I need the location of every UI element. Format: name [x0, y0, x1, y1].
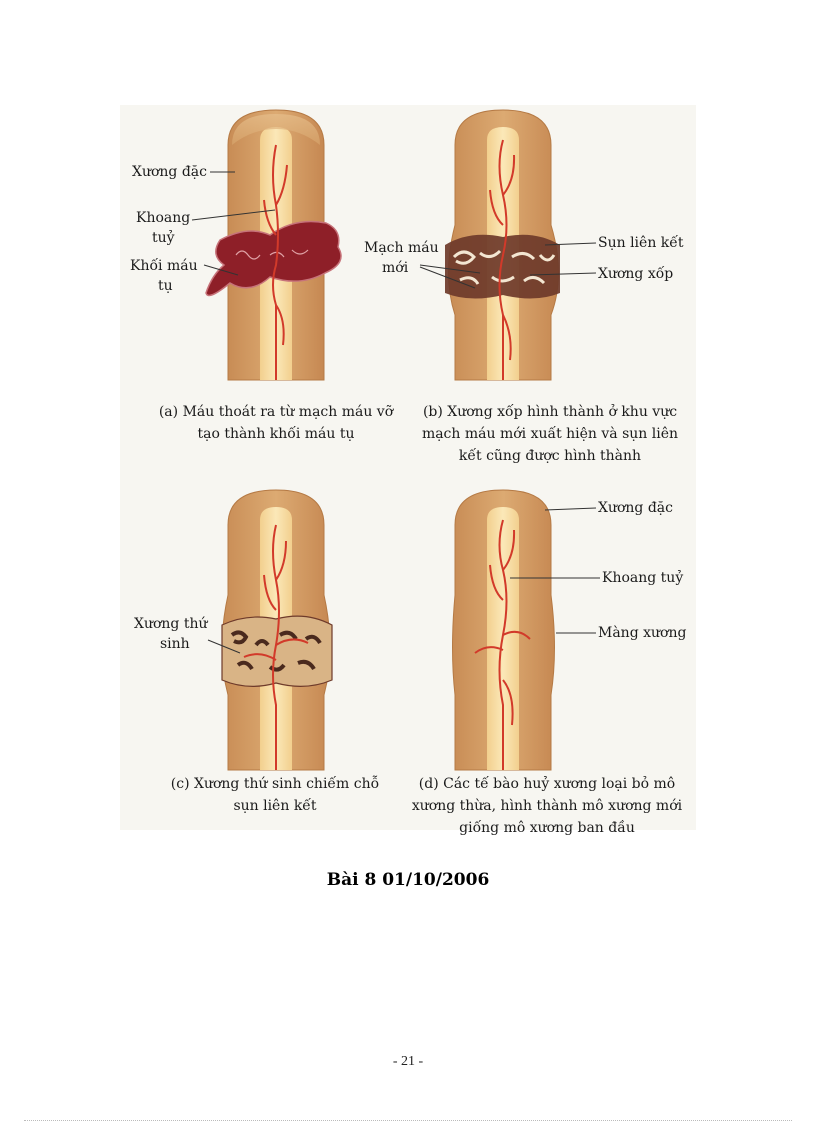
caption-d-line3: giống mô xương ban đầu	[459, 820, 635, 836]
panel-b-illustration	[420, 110, 596, 380]
caption-b-line3: kết cũng được hình thành	[458, 448, 642, 464]
label-hematoma-line1: Khối máu	[130, 258, 198, 274]
caption-a-line1: (a) Máu thoát ra từ mạch máu vỡ	[158, 404, 394, 420]
caption-d-line1: (d) Các tế bào huỷ xương loại bỏ mô	[418, 776, 676, 792]
panel-a-illustration	[192, 110, 341, 380]
caption-c-line1: (c) Xương thứ sinh chiếm chỗ	[170, 776, 380, 792]
caption-b	[410, 401, 690, 467]
caption-b-line2: mạch máu mới xuất hiện và sụn liên	[421, 426, 679, 442]
label-secondary-bone-line1: Xương thứ	[134, 616, 208, 632]
label-compact-bone-d: Xương đặc	[598, 500, 673, 516]
label-new-vessels-line2: mới	[382, 260, 409, 276]
label-hematoma-line2: tụ	[158, 278, 173, 294]
caption-a	[140, 401, 412, 445]
caption-d-line2: xương thừa, hình thành mô xương mới	[411, 798, 683, 814]
page-number: - 21 -	[392, 1054, 424, 1069]
caption-c-line2: sụn liên kết	[233, 798, 317, 814]
page-footer-divider	[24, 1120, 792, 1121]
bone-healing-figure	[120, 105, 696, 836]
label-marrow-a-line2: tuỷ	[152, 230, 175, 246]
label-secondary-bone-line2: sinh	[160, 636, 190, 652]
caption-b-line1: (b) Xương xốp hình thành ở khu vực	[422, 404, 678, 420]
caption-d	[402, 773, 692, 839]
label-marrow-a-line1: Khoang	[136, 210, 191, 226]
label-compact-bone-a: Xương đặc	[132, 164, 207, 180]
caption-c	[150, 773, 400, 817]
lesson-title: Bài 8 01/10/2006	[326, 870, 490, 890]
label-periosteum: Màng xương	[598, 625, 687, 641]
label-new-vessels-line1: Mạch máu	[364, 240, 439, 256]
label-spongy-bone: Xương xốp	[598, 266, 674, 282]
panel-c-illustration	[208, 490, 332, 770]
panel-d-illustration	[453, 490, 601, 770]
label-marrow-d: Khoang tuỷ	[602, 570, 684, 586]
caption-a-line2: tạo thành khối máu tụ	[197, 426, 355, 442]
label-connective-cartilage: Sụn liên kết	[598, 235, 684, 251]
